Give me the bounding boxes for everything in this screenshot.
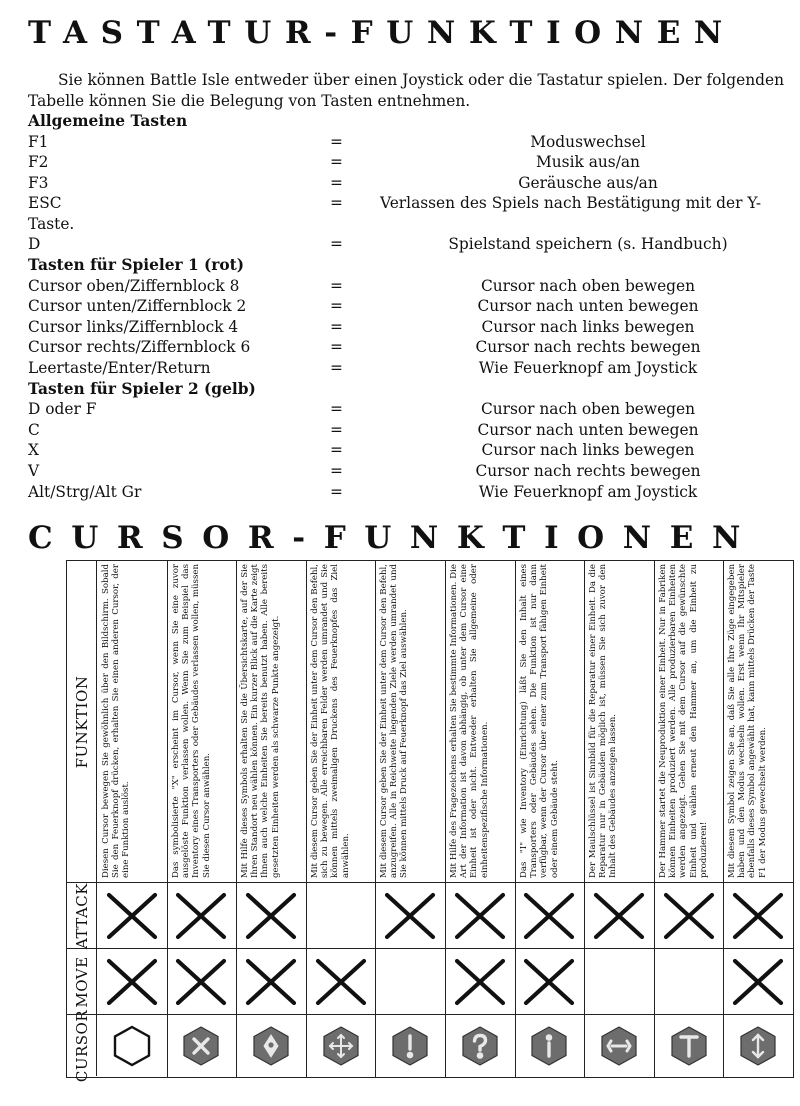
attack-cell: [584, 883, 654, 949]
equals-sign: =: [330, 173, 343, 192]
inventory-i-hexagon-icon: [527, 1024, 571, 1068]
move-x-mark: [242, 956, 300, 1008]
key-name: F1: [28, 132, 49, 151]
key-name: F3: [28, 173, 49, 192]
move-x-mark: [312, 956, 370, 1008]
move-cell: [515, 949, 585, 1015]
key-row: [28, 234, 788, 255]
key-name: Alt/Strg/Alt Gr: [28, 482, 142, 501]
cursor-description: Mit Hilfe des Fragezeichens erhalten Sie bestimmte Informationen. Die Art der Information ist davon abhängig, ob unter dem Cursor eine Einheit ist oder nicht. Entweder erhalten Sie allgemeine oder einheitenspezifische Informationen.: [449, 564, 490, 878]
key-function: Geräusche aus/an: [518, 173, 658, 192]
section-heading: Allgemeine Tasten: [28, 112, 188, 130]
key-row: [28, 358, 788, 379]
key-row: [28, 132, 788, 153]
key-function: Cursor nach rechts bewegen: [475, 338, 701, 357]
key-row: [28, 276, 788, 297]
funktion-header: FUNKTION: [72, 675, 91, 769]
cursor-description-cell: [238, 561, 304, 883]
question-hexagon-icon: [458, 1024, 502, 1068]
cursor-description: Das symbolisierte "X" erscheint im Cursor, wenn Sie eine zuvor ausgelöste Funktion verlassen wollen. Wenn Sie zum Beispiel das Inventory eines Transporters oder Gebäudes verlassen wollen, müssen Sie diesen Cursor anwählen.: [170, 564, 212, 878]
move-cell: [654, 949, 724, 1015]
equals-sign: =: [330, 297, 343, 316]
cursor-icon-cell: [445, 1015, 515, 1076]
exclamation-hexagon-icon: [388, 1024, 432, 1068]
wrench-hexagon-icon: [597, 1024, 641, 1068]
key-name: Cursor unten/Ziffernblock 2: [28, 297, 247, 316]
cursor-description-cell: [99, 561, 165, 883]
cursor-functions-title: CURSOR-FUNKTIONEN: [28, 520, 759, 556]
equals-sign: =: [330, 400, 343, 419]
section-heading: Tasten für Spieler 1 (rot): [28, 255, 245, 274]
key-function: Musik aus/an: [536, 153, 640, 172]
key-name: Leertaste/Enter/Return: [28, 358, 211, 377]
key-function: Cursor nach oben bewegen: [480, 400, 696, 419]
move-cell: [167, 949, 237, 1015]
move-cell: [584, 949, 654, 1015]
x-hexagon-icon: [179, 1024, 223, 1068]
attack-x-mark: [381, 890, 439, 942]
key-name: F2: [28, 153, 49, 172]
attack-cell: [654, 883, 724, 949]
cursor-description: Mit diesem Cursor geben Sie der Einheit unter dem Cursor den Befehl, anzugreifen. Alle in Reichweite liegenden Ziele werden umrandet und Sie können mittels Druck auf Feuerknopf das Ziel auswählen.: [379, 564, 410, 878]
move-cell: [445, 949, 515, 1015]
key-function: Cursor nach unten bewegen: [477, 420, 699, 439]
key-function: Cursor nach links bewegen: [481, 317, 695, 336]
empty-hexagon-icon: [110, 1024, 154, 1068]
equals-sign: =: [330, 441, 343, 460]
key-function: Spielstand speichern (s. Handbuch): [448, 235, 728, 254]
section-heading: Tasten für Spieler 2 (gelb): [28, 379, 256, 398]
cursor-description: Diesen Cursor bewegen Sie gewöhnlich über den Bildschirm. Sobald Sie den Feuerknopf drücken, erhalten Sie einen anderen Cursor, der eine Funktion auslöst.: [101, 564, 132, 878]
cursor-description-cell: [517, 561, 583, 883]
move-header: MOVE: [72, 956, 91, 1008]
key-row: [28, 173, 788, 194]
cursor-description: Mit diesem Symbol zeigen Sie an, daß Sie alle Ihre Züge eingegeben haben und den Modus wechseln wollen. Erst wenn Ihr Mitspieler ebenfalls dieses Symbol angewählt hat, kann mittels Drücken der Taste F1 der Modus gewechselt werden.: [727, 564, 768, 878]
keyboard-functions-title: TASTATUR-FUNKTIONEN: [28, 15, 736, 51]
key-row: [28, 440, 788, 461]
cursor-icon-cell: [654, 1015, 724, 1076]
key-row: [28, 152, 788, 173]
equals-sign: =: [330, 461, 343, 480]
cursor-description-cell: [656, 561, 722, 883]
key-name: D oder F: [28, 400, 97, 419]
key-function-continued: Taste.: [28, 214, 75, 233]
equals-sign: =: [330, 194, 343, 213]
cursor-icon-cell: [375, 1015, 445, 1076]
cursor-description-cell: [725, 561, 791, 883]
attack-cell: [97, 883, 167, 949]
attack-cell: [375, 883, 445, 949]
cursor-description-cell: [447, 561, 513, 883]
move-x-mark: [451, 956, 509, 1008]
key-function: Moduswechsel: [530, 132, 646, 151]
equals-sign: =: [330, 420, 343, 439]
cursor-header: CURSOR: [72, 1009, 91, 1082]
key-row: [28, 296, 788, 317]
attack-x-mark: [242, 890, 300, 942]
key-name: ESC: [28, 194, 62, 213]
key-function: Cursor nach unten bewegen: [477, 297, 699, 316]
cursor-icon-cell: [236, 1015, 306, 1076]
key-table: [28, 111, 788, 502]
cursor-icon-cell: [306, 1015, 376, 1076]
key-function: Wie Feuerknopf am Joystick: [478, 358, 698, 377]
key-name: Cursor links/Ziffernblock 4: [28, 317, 239, 336]
move-cell: [375, 949, 445, 1015]
equals-sign: =: [330, 482, 343, 501]
attack-x-mark: [590, 890, 648, 942]
cursor-table-frame: [66, 560, 794, 1082]
cursor-icon-cell: [584, 1015, 654, 1076]
move-cell: [236, 949, 306, 1015]
cursor-description: Der Maulschlüssel ist Sinnbild für die Reparatur einer Einheit. Da die Reparatur nur in Gebäuden möglich ist, müssen Sie sich zuvor den Inhalt des Gebäudes anzeigen lassen.: [588, 564, 619, 878]
key-function: Verlassen des Spiels nach Bestätigung mit der Y-: [380, 194, 762, 213]
key-function: Cursor nach links bewegen: [481, 441, 695, 460]
key-name: Cursor oben/Ziffernblock 8: [28, 276, 240, 295]
attack-x-mark: [103, 890, 161, 942]
hammer-hexagon-icon: [667, 1024, 711, 1068]
equals-sign: =: [330, 338, 343, 357]
attack-cell: [515, 883, 585, 949]
move-x-mark: [520, 956, 578, 1008]
equals-sign: =: [330, 276, 343, 295]
key-function: Cursor nach oben bewegen: [480, 276, 696, 295]
intro-paragraph: [28, 70, 788, 111]
eye-hexagon-icon: [249, 1024, 293, 1068]
key-row: [28, 193, 788, 234]
key-row: [28, 420, 788, 441]
equals-sign: =: [330, 132, 343, 151]
attack-header: ATTACK: [72, 883, 91, 949]
key-row: [28, 337, 788, 358]
cursor-function-table: [66, 560, 794, 1082]
key-name: Cursor rechts/Ziffernblock 6: [28, 338, 251, 357]
attack-cell: [723, 883, 793, 949]
move-x-mark: [103, 956, 161, 1008]
key-name: C: [28, 420, 40, 439]
key-name: X: [28, 441, 39, 460]
cursor-header-cell: [67, 1009, 97, 1082]
cursor-description: Mit Hilfe dieses Symbols erhalten Sie die Übersichtskarte, auf der Sie Ihren Standort neu wählen können. Ein kurzer Blick auf die Karte zeigt Ihnen auch welche Einheiten Sie bereits benutzt haben. Alle bereits gesetzten Einheiten werden als schwarze Punkte angezeigt.: [240, 564, 281, 878]
cursor-description: Mit diesem Cursor geben Sie der Einheit unter dem Cursor den Befehl, sich zu bewegen. Alle erreichbaren Felder werden umrandet und Sie können mittels zweimaligen Druckens des Feuerknopfes das Ziel anwählen.: [309, 564, 351, 878]
key-function: Cursor nach rechts bewegen: [475, 461, 701, 480]
cursor-icon-cell: [515, 1015, 585, 1076]
attack-cell: [306, 883, 376, 949]
cursor-description-cell: [586, 561, 652, 883]
move-cell: [97, 949, 167, 1015]
equals-sign: =: [330, 153, 343, 172]
move-cross-hexagon-icon: [319, 1024, 363, 1068]
equals-sign: =: [330, 317, 343, 336]
cursor-icon-cell: [723, 1015, 793, 1076]
attack-x-mark: [172, 890, 230, 942]
cursor-description: Das "I" wie Inventory (Einrichtung) läßt Sie den Inhalt eines Transporters oder Gebäudes sehen. Die Funktion ist nur dann verfügbar, wenn der Cursor über einer zum Transport fähigen Einheit oder einem Gebäude steht.: [518, 564, 560, 878]
attack-cell: [445, 883, 515, 949]
move-x-mark: [172, 956, 230, 1008]
cursor-description-cell: [377, 561, 443, 883]
key-function: Wie Feuerknopf am Joystick: [478, 482, 698, 501]
attack-x-mark: [660, 890, 718, 942]
cursor-icon-cell: [97, 1015, 167, 1076]
key-name: V: [28, 461, 40, 480]
attack-cell: [167, 883, 237, 949]
move-cell: [723, 949, 793, 1015]
move-x-mark: [729, 956, 787, 1008]
attack-x-mark: [451, 890, 509, 942]
attack-x-mark: [729, 890, 787, 942]
cursor-description: Der Hammer startet die Neuproduktion einer Einheit. Nur in Fabriken können Einheiten produziert werden. Alle produzierbaren Einheiten werden angezeigt. Gehen Sie mit dem Cursor auf die gewünschte Einheit und wählen erneut den Hammer an, um die Einheit zu produzieren!: [657, 564, 709, 878]
move-cell: [306, 949, 376, 1015]
key-row: [28, 317, 788, 338]
key-name: D: [28, 235, 41, 254]
intro-text: Sie können Battle Isle entweder über einen Joystick oder die Tastatur spielen. Der folgenden Tabelle können Sie die Belegung von Tasten entnehmen.: [28, 71, 785, 110]
key-row: [28, 482, 788, 503]
cursor-description-cell: [308, 561, 374, 883]
updown-arrow-hexagon-icon: [736, 1024, 780, 1068]
attack-cell: [236, 883, 306, 949]
cursor-description-cell: [169, 561, 235, 883]
cursor-icon-cell: [167, 1015, 237, 1076]
attack-x-mark: [520, 890, 578, 942]
equals-sign: =: [330, 358, 343, 377]
key-row: [28, 399, 788, 420]
key-row: [28, 461, 788, 482]
equals-sign: =: [330, 235, 343, 254]
